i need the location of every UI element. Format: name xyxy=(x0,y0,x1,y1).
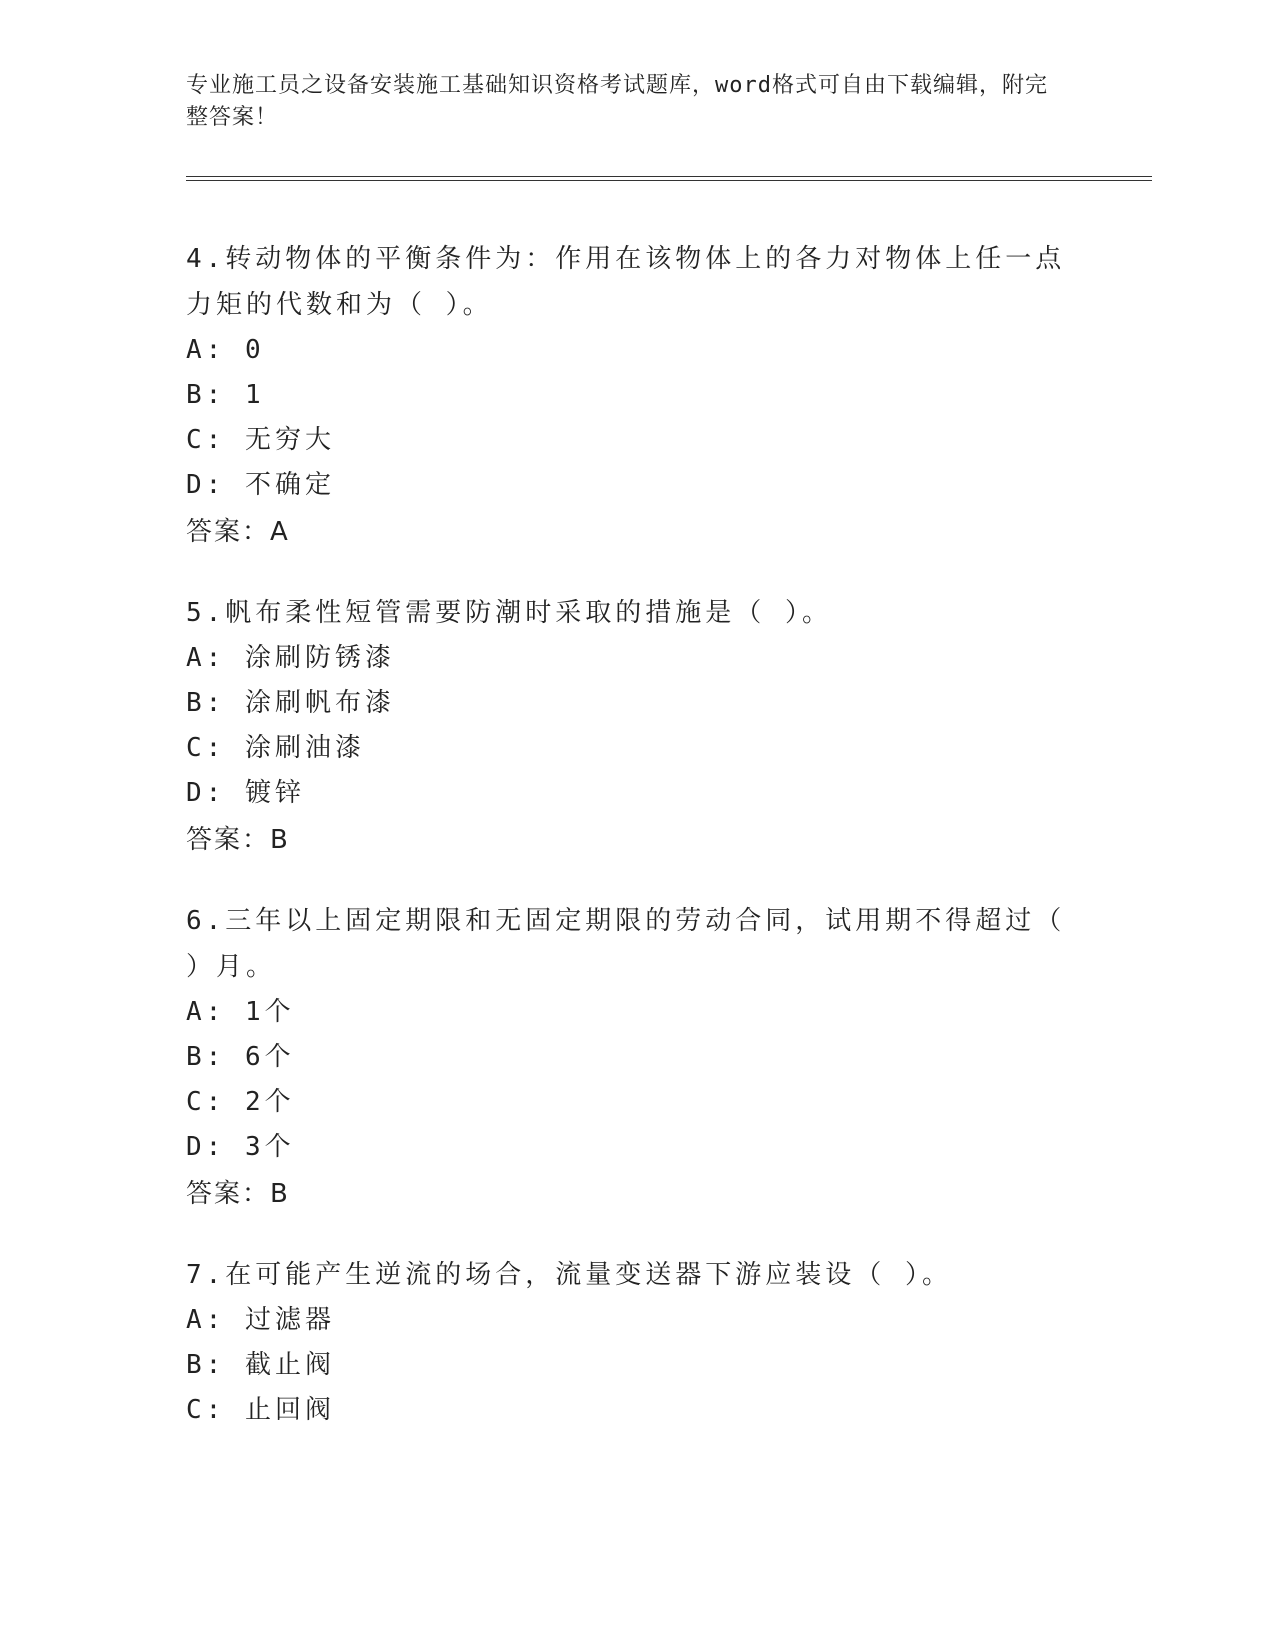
option-b: B: 6个 xyxy=(186,1042,295,1072)
option-c: C: 涂刷油漆 xyxy=(186,733,365,763)
option-a: A: 1个 xyxy=(186,997,295,1027)
option-c: C: 无穷大 xyxy=(186,425,335,455)
divider-line-top xyxy=(186,176,1152,177)
option-b: B: 涂刷帆布漆 xyxy=(186,688,395,718)
answer: 答案：B xyxy=(186,825,290,855)
document-header xyxy=(186,70,1152,134)
option-d: D: 3个 xyxy=(186,1132,295,1162)
question-5 xyxy=(186,590,1066,864)
option-a: A: 涂刷防锈漆 xyxy=(186,643,395,673)
question-stem: 6.三年以上固定期限和无固定期限的劳动合同，试用期不得超过（ ）月。 xyxy=(186,906,1066,982)
header-divider xyxy=(186,176,1152,181)
option-b: B: 截止阀 xyxy=(186,1350,335,1380)
divider-line-bottom xyxy=(186,180,1152,181)
option-a: A: 过滤器 xyxy=(186,1305,335,1335)
question-stem: 4.转动物体的平衡条件为：作用在该物体上的各力对物体上任一点力矩的代数和为（ ）。 xyxy=(186,244,1066,320)
header-text: 专业施工员之设备安装施工基础知识资格考试题库，word格式可自由下载编辑，附完整答案！ xyxy=(186,73,1048,130)
option-b: B: 1 xyxy=(186,380,265,410)
option-c: C: 止回阀 xyxy=(186,1395,335,1425)
question-stem: 7.在可能产生逆流的场合，流量变送器下游应装设（ ）。 xyxy=(186,1260,952,1290)
option-c: C: 2个 xyxy=(186,1087,295,1117)
answer: 答案：B xyxy=(186,1179,290,1209)
option-d: D: 不确定 xyxy=(186,470,335,500)
question-4 xyxy=(186,236,1066,556)
question-stem: 5.帆布柔性短管需要防潮时采取的措施是（ ）。 xyxy=(186,598,832,628)
option-a: A: 0 xyxy=(186,335,265,365)
answer: 答案：A xyxy=(186,517,290,547)
question-6 xyxy=(186,898,1066,1218)
option-d: D: 镀锌 xyxy=(186,778,305,808)
question-list xyxy=(186,236,1066,1467)
question-7 xyxy=(186,1252,1066,1433)
